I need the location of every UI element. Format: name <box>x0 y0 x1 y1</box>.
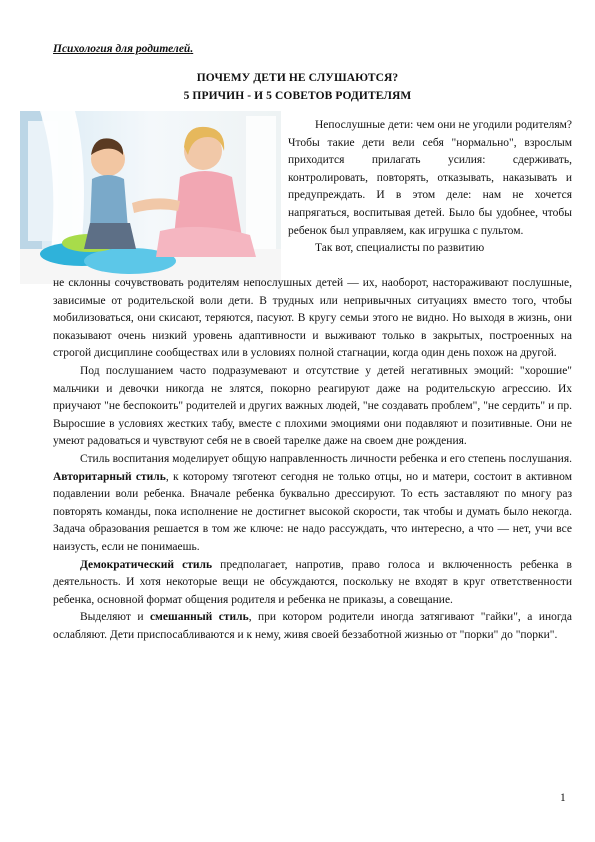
paragraph-4: Стиль воспитания моделирует общую направленность личности ребенка и его степень послушания. Авторитарный стиль, к которому тяготеют сегодня не только отцы, но и матери, состоит в активном подавлении воли ребенка. Вначале ребенка буквально дрессируют. То есть заставляют по многу раз повторять команды, пока исполнение не достигнет высокой скорости, так чтобы и думать было некогда. Задача образования решается в том же ключе: не надо рассуждать, что интересно, а что — нет, учи все наизусть, если не понимаешь. <box>53 452 572 553</box>
authoritarian-style-term: Авторитарный стиль <box>53 470 166 483</box>
article-title-line-1: ПОЧЕМУ ДЕТИ НЕ СЛУШАЮТСЯ? <box>196 72 399 84</box>
page-number: 1 <box>560 792 566 804</box>
paragraph-3: Под послушанием часто подразумевают и отсутствие у детей негативных эмоций: "хорошие" мальчики и девочки никогда не злятся, покорно реагируют даже на родительскую агрессию. Их приучают "не беспокоить" родителей и других важных людей, "не создавать проблем", "не сердить" и пр. Выросшие в условиях жестких табу, вместе с плохими эмоциями они подавляют и позитивные. Они не умеют радоваться и чувствуют себя не в своей тарелке даже на своем дне рождения. <box>53 364 572 448</box>
democratic-style-term: Демократический стиль <box>80 558 213 571</box>
mixed-style-term: смешанный стиль <box>149 611 249 624</box>
paragraph-1: Непослушные дети: чем они не угодили родителям? Чтобы такие дети вели себя "нормально", взрослым приходится прилагать усилия: сдерживать, контролировать, повторять, отказывать, наказывать и предупреждать. И в этом деле: нам не хочется напрягаться, воспитывая детей. Было бы удобнее, чтобы ребенок был управляем, как игрушка с пультом. <box>288 119 572 237</box>
article-title-line-2: 5 ПРИЧИН - И 5 СОВЕТОВ РОДИТЕЛЯМ <box>183 90 412 102</box>
section-label: Психология для родителей. <box>53 43 194 55</box>
article-body <box>53 275 572 644</box>
photo-illustration <box>20 111 281 284</box>
paragraph-5: Демократический стиль предполагает, напротив, право голоса и включенность ребенка в деятельность. И хотя некоторые вещи не обсуждаются, поскольку не входят в круг ответственности ребенка, основной формат общения родителя и ребенка не приказы, а совещание. <box>53 558 572 606</box>
paragraph-2-start: Так вот, специалисты по развитию <box>315 242 485 255</box>
paragraph-2-continuation: не склонны сочувствовать родителям непослушных детей — их, наоборот, настораживают послушные, зависимые от родительской воли дети. В трудных или непривычных ситуациях вместо того, чтобы мобилизоваться, они скисают, теряются, пасуют. В кругу семьи этого не видно. Но выходя в жизнь, они показывают очень низкий уровень адаптивности и выживают только в закрытых, построенных на строгой дисциплине сообществах или в условиях полной стагнации, когда один день похож на другой. <box>53 277 572 360</box>
paragraph-6: Выделяют и смешанный стиль, при котором родители иногда затягивают "гайки", а иногда ослабляют. Дети приспосабливаются и к нему, живя своей беззаботной жизнью от "порки" до "порки". <box>53 611 572 641</box>
mother-child-photo <box>20 111 281 284</box>
intro-column <box>288 117 572 258</box>
